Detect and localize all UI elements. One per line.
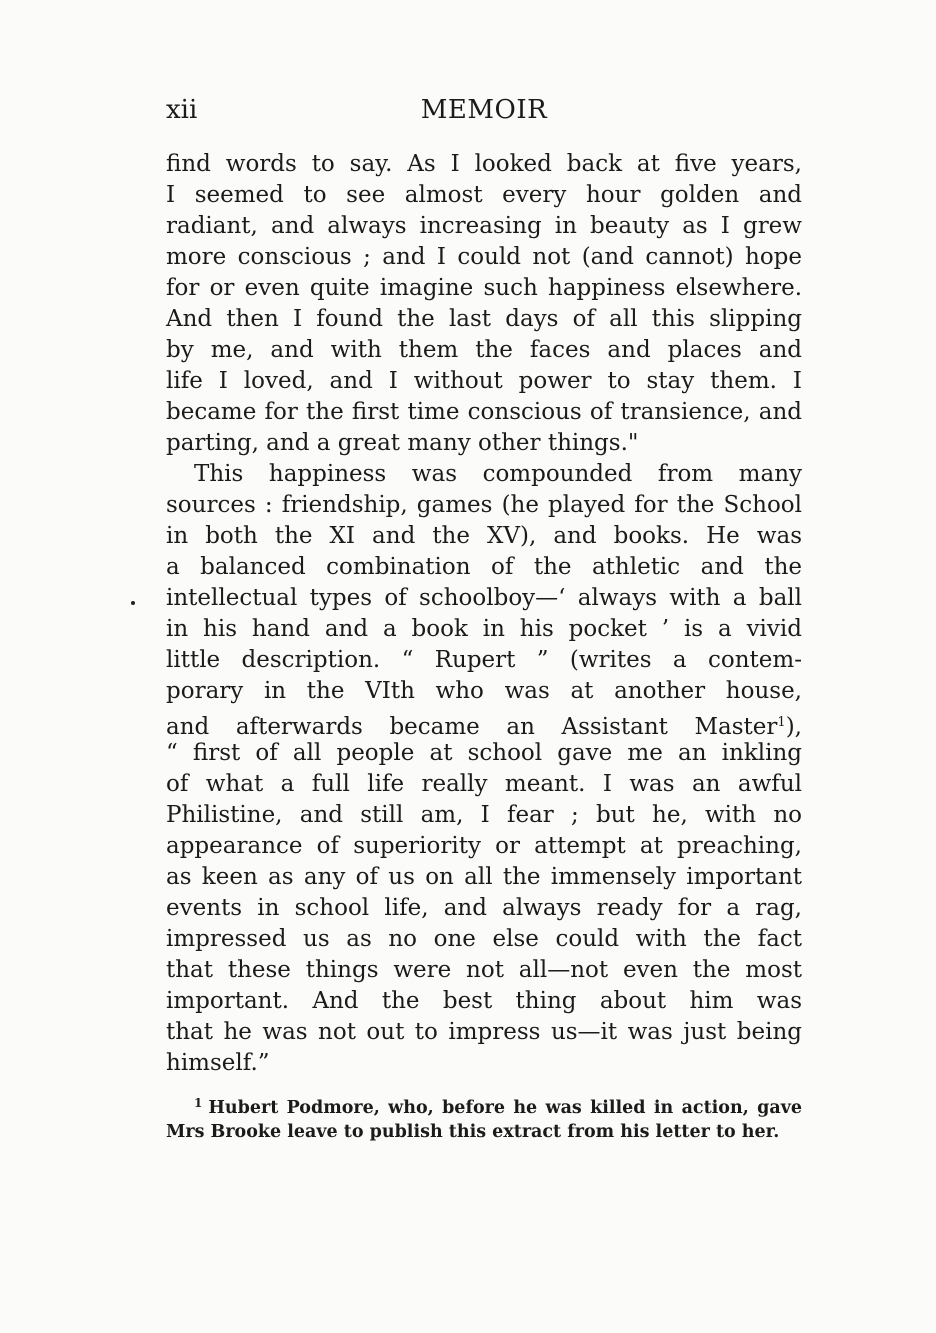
body-line: Philistine, and still am, I fear ; but he, with no <box>166 802 802 828</box>
body-line: This happiness was compounded from many <box>194 461 802 487</box>
body-line: I seemed to see almost every hour golden and <box>166 182 802 208</box>
footnote <box>166 1089 802 1147</box>
footnote-mark: 1 <box>194 1096 203 1110</box>
footnote-reference: 1 <box>777 715 786 730</box>
body-line: in both the XI and the XV), and books. He was <box>166 523 802 549</box>
body-line: “ first of all people at school gave me an inkling <box>166 740 802 766</box>
running-head <box>166 92 802 128</box>
body-line: appearance of superiority or attempt at preaching, <box>166 833 802 859</box>
body-line: radiant, and always increasing in beauty as I grew <box>166 213 802 239</box>
page-number: xii <box>166 95 198 125</box>
body-line: himself.” <box>166 1050 270 1076</box>
footnote-reference-suffix: ), <box>785 714 802 740</box>
body-line: find words to say. As I looked back at five years, <box>166 151 802 177</box>
body-line: that he was not out to impress us—it was just being <box>166 1019 802 1045</box>
body-line-with-footnote-ref <box>166 707 802 738</box>
body-line: for or even quite imagine such happiness elsewhere. <box>166 275 802 301</box>
body-line: parting, and a great many other things." <box>166 430 639 456</box>
body-line: sources : friendship, games (he played for the School <box>166 492 802 518</box>
body-line: life I loved, and I without power to stay them. I <box>166 368 802 394</box>
body-line: as keen as any of us on all the immensely important <box>166 864 802 890</box>
body-line: that these things were not all—not even the most <box>166 957 802 983</box>
body-line: a balanced combination of the athletic and the <box>166 554 802 580</box>
body-line: important. And the best thing about him was <box>166 988 802 1014</box>
body-line: of what a full life really meant. I was an awful <box>166 771 802 797</box>
body-line: porary in the VIth who was at another house, <box>166 678 802 704</box>
page-title: MEMOIR <box>420 95 548 125</box>
body-line: intellectual types of schoolboy—‘ always with a ball <box>166 585 802 611</box>
body-line: little description. “ Rupert ” (writes a contem- <box>166 647 802 673</box>
body-line-text: and afterwards became an Assistant Master <box>166 714 778 740</box>
body-line: in his hand and a book in his pocket ’ is a vivid <box>166 616 802 642</box>
body-line: events in school life, and always ready for a rag, <box>166 895 802 921</box>
footnote-line <box>166 1089 802 1118</box>
body-line: impressed us as no one else could with the fact <box>166 926 802 952</box>
body-line: And then I found the last days of all this slipping <box>166 306 802 332</box>
footnote-text: Hubert Podmore, who, before he was killed in action, gave <box>208 1098 802 1118</box>
margin-mark <box>131 601 135 605</box>
body-text <box>166 149 802 1079</box>
body-line: more conscious ; and I could not (and cannot) hope <box>166 244 802 270</box>
body-line: became for the first time conscious of transience, and <box>166 399 802 425</box>
footnote-line: Mrs Brooke leave to publish this extract from his letter to her. <box>166 1122 780 1142</box>
body-line: by me, and with them the faces and places and <box>166 337 802 363</box>
